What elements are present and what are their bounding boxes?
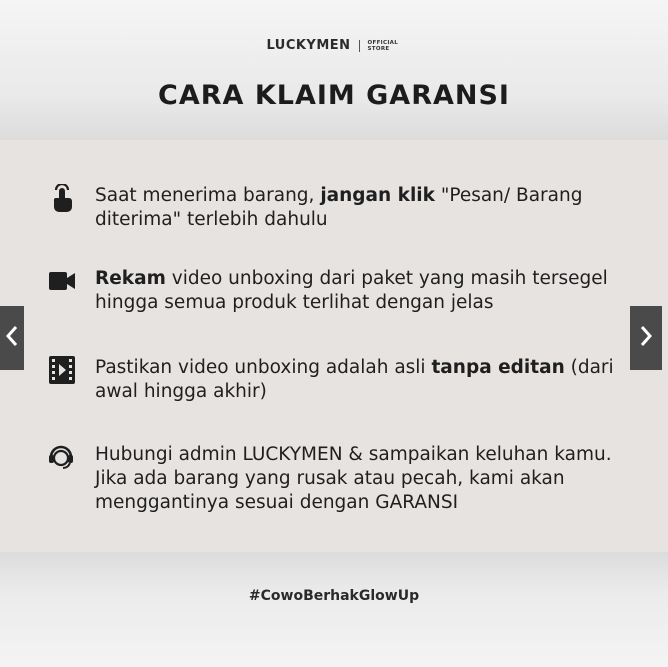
video-camera-icon bbox=[47, 267, 77, 297]
header-band bbox=[0, 0, 668, 140]
page-title: CARA KLAIM GARANSI bbox=[158, 80, 510, 111]
brand-sub-line2: STORE bbox=[367, 45, 390, 52]
brand-divider bbox=[359, 40, 360, 52]
brand-name: LUCKYMEN bbox=[266, 38, 351, 53]
tap-finger-icon bbox=[47, 184, 77, 214]
prev-image-button[interactable] bbox=[0, 306, 24, 370]
customer-service-icon bbox=[47, 443, 77, 473]
next-image-button[interactable] bbox=[630, 306, 662, 370]
brand-sub-line1: OFFICIAL bbox=[367, 39, 399, 46]
step-1-text: Saat menerima barang, jangan klik "Pesan/ Barang diterima" terlebih dahulu bbox=[95, 185, 583, 230]
step-4-text: Hubungi admin LUCKYMEN & sampaikan keluhan kamu. Jika ada barang yang rusak atau pecah, kami akan menggantinya sesuai dengan GARANSI bbox=[95, 444, 612, 513]
brand-sub bbox=[368, 40, 402, 52]
brand-logo bbox=[0, 38, 668, 53]
hashtag: #CowoBerhakGlowUp bbox=[248, 588, 420, 604]
chevron-right-icon bbox=[639, 325, 653, 351]
step-2-text: Rekam video unboxing dari paket yang masih tersegel hingga semua produk terlihat dengan jelas bbox=[95, 268, 608, 313]
step-3-text: Pastikan video unboxing adalah asli tanpa editan (dari awal hingga akhir) bbox=[95, 357, 614, 402]
film-play-icon bbox=[47, 356, 77, 386]
chevron-left-icon bbox=[5, 325, 19, 351]
footer-band bbox=[0, 552, 668, 667]
